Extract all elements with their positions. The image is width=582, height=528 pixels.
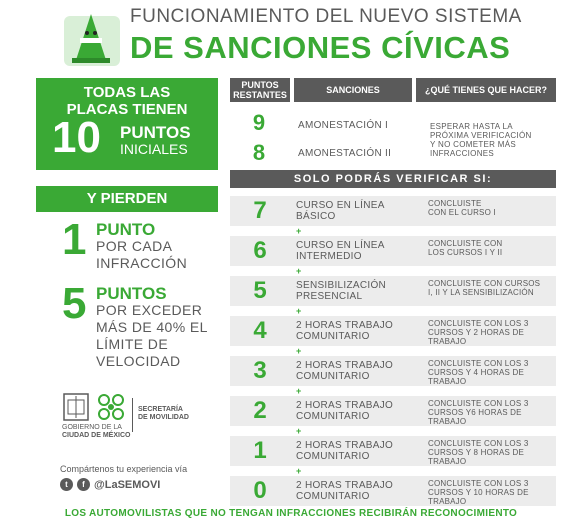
sanction-line: 2 HORAS TRABAJO: [296, 320, 394, 331]
plus-icon: +: [296, 386, 302, 396]
row-todo: [428, 239, 554, 257]
row-points: 5: [253, 277, 267, 304]
solo-verificar-bar: SOLO PODRÁS VERIFICAR SI:: [230, 170, 556, 188]
sanction-line: CURSO EN LÍNEA: [296, 200, 385, 211]
gov-text-line: CIUDAD DE MÉXICO: [62, 432, 131, 439]
row-sanction: [296, 240, 416, 262]
sanction-line: COMUNITARIO: [296, 371, 370, 382]
sanction-line: COMUNITARIO: [296, 451, 370, 462]
todo-line: CONCLUISTE CON LOS 3: [428, 479, 529, 488]
gov-text-line: GOBIERNO DE LA: [62, 424, 122, 431]
sanction-line: 2 HORAS TRABAJO: [296, 360, 394, 371]
todo-line: CONCLUISTE: [428, 199, 482, 208]
table-row: [230, 476, 556, 506]
table-row: [230, 276, 556, 306]
sanction-amonestacion-1: AMONESTACIÓN I: [298, 120, 389, 131]
todo-line: CURSOS Y 4 HORAS DE: [428, 368, 524, 377]
table-row: [230, 436, 556, 466]
todo-line: ESPERAR HASTA LA: [430, 122, 513, 131]
todo-line: TRABAJO: [428, 337, 467, 346]
cdmx-logo-icon: [96, 392, 126, 422]
row-points: 1: [253, 437, 267, 464]
todo-line: TRABAJO: [428, 497, 467, 506]
row-sanction: [296, 360, 416, 382]
title-line2: DE SANCIONES CÍVICAS: [130, 30, 511, 65]
sanction-line: 2 HORAS TRABAJO: [296, 400, 394, 411]
row-points: 7: [253, 197, 267, 224]
sanction-line: INTERMEDIO: [296, 251, 362, 262]
row-todo: [428, 399, 554, 426]
lose-desc-line: INFRACCIÓN: [96, 255, 188, 271]
todo-line: CONCLUISTE CON LOS 3: [428, 319, 529, 328]
row-todo: [428, 439, 554, 466]
table-row: [230, 196, 556, 226]
table-row: [230, 316, 556, 346]
initial-points-sub: INICIALES: [120, 141, 188, 157]
footer-note: LOS AUTOMOVILISTAS QUE NO TENGAN INFRACCIONES RECIBIRÁN RECONOCIMIENTO: [64, 508, 518, 519]
sanction-line: SENSIBILIZACIÓN: [296, 280, 387, 291]
todo-line: CONCLUISTE CON LOS 3: [428, 439, 529, 448]
lose-desc-line: POR EXCEDER: [96, 302, 203, 318]
lose-desc-5: [96, 302, 208, 370]
header-todo: ¿QUÉ TIENES QUE HACER?: [416, 78, 556, 102]
sanction-line: 2 HORAS TRABAJO: [296, 480, 394, 491]
row-todo: [428, 199, 554, 217]
secretaria-text: [138, 406, 189, 422]
header-points: PUNTOS RESTANTES: [230, 78, 290, 102]
lose-number-5: 5: [62, 279, 87, 328]
row-points: 2: [253, 397, 267, 424]
row-sanction: [296, 440, 416, 462]
top-todo: [430, 122, 532, 158]
row-points: 3: [253, 357, 267, 384]
share-text: Compártenos tu experiencia vía: [60, 464, 188, 474]
twitter-icon[interactable]: t: [60, 478, 73, 491]
todo-line: LOS CURSOS I Y II: [428, 248, 503, 257]
table-row: [230, 396, 556, 426]
facebook-icon[interactable]: f: [77, 478, 90, 491]
traffic-cone-mascot-icon: [58, 8, 124, 68]
todo-line: CONCLUISTE CON CURSOS: [428, 279, 541, 288]
row-todo: [428, 479, 554, 506]
todo-line: CONCLUISTE CON LOS 3: [428, 359, 529, 368]
row-points: 0: [253, 477, 267, 504]
divider: [132, 398, 133, 432]
sanction-amonestacion-2: AMONESTACIÓN II: [298, 148, 392, 159]
row-points: 6: [253, 237, 267, 264]
lose-number-1: 1: [62, 215, 87, 264]
social-handles: [60, 478, 160, 491]
todo-line: TRABAJO: [428, 417, 467, 426]
todo-line: PRÓXIMA VERIFICACIÓN: [430, 131, 532, 140]
todo-line: TRABAJO: [428, 457, 467, 466]
plus-icon: +: [296, 346, 302, 356]
secretaria-line: SECRETARÍA: [138, 406, 183, 413]
row-sanction: [296, 400, 416, 422]
header-sanctions: SANCIONES: [294, 78, 412, 102]
points-9: 9: [252, 110, 266, 135]
title-line1: FUNCIONAMIENTO DEL NUEVO SISTEMA: [130, 6, 522, 27]
todo-line: INFRACCIONES: [430, 149, 495, 158]
lose-label: Y PIERDEN: [36, 186, 218, 212]
sanction-line: 2 HORAS TRABAJO: [296, 440, 394, 451]
row-todo: [428, 279, 554, 297]
initial-points-number: 10: [52, 113, 101, 162]
box-line2: PLACAS TIENEN: [66, 101, 188, 118]
row-todo: [428, 319, 554, 346]
todo-line: CONCLUISTE CON: [428, 239, 503, 248]
todo-line: Y NO COMETER MÁS: [430, 140, 516, 149]
sanction-line: PRESENCIAL: [296, 291, 363, 302]
row-sanction: [296, 480, 416, 502]
todo-line: CURSOS Y6 HORAS DE: [428, 408, 522, 417]
row-points: 4: [253, 317, 267, 344]
sanction-line: COMUNITARIO: [296, 411, 370, 422]
todo-line: CON EL CURSO I: [428, 208, 496, 217]
sanction-line: COMUNITARIO: [296, 491, 370, 502]
lose-desc-1: [96, 238, 187, 272]
plus-icon: +: [296, 266, 302, 276]
sanction-line: COMUNITARIO: [296, 331, 370, 342]
table-row: [230, 356, 556, 386]
lose-desc-line: VELOCIDAD: [96, 353, 181, 369]
gov-text: [62, 424, 130, 440]
coat-of-arms-icon: [62, 392, 90, 422]
todo-line: CURSOS Y 2 HORAS DE: [428, 328, 524, 337]
initial-points-box: [36, 78, 218, 170]
lose-label-5: PUNTOS: [96, 284, 167, 303]
secretaria-line: DE MOVILIDAD: [138, 414, 189, 421]
table-row: [230, 236, 556, 266]
plus-icon: +: [296, 226, 302, 236]
row-sanction: [296, 200, 416, 222]
plus-icon: +: [296, 466, 302, 476]
row-sanction: [296, 280, 416, 302]
plus-icon: +: [296, 426, 302, 436]
initial-points-label: PUNTOS: [120, 123, 191, 142]
todo-line: CURSOS Y 10 HORAS DE: [428, 488, 529, 497]
row-todo: [428, 359, 554, 386]
social-handle[interactable]: @LaSEMOVI: [94, 478, 161, 491]
lose-desc-line: POR CADA: [96, 238, 173, 254]
points-8: 8: [252, 140, 266, 165]
plus-icon: +: [296, 306, 302, 316]
sanction-line: BÁSICO: [296, 211, 336, 222]
todo-line: TRABAJO: [428, 377, 467, 386]
row-sanction: [296, 320, 416, 342]
lose-desc-line: MÁS DE 40% EL: [96, 319, 208, 335]
lose-desc-line: LÍMITE DE: [96, 336, 169, 352]
todo-line: I, II Y LA SENSIBILIZACIÓN: [428, 288, 534, 297]
box-line1: TODAS LAS: [83, 84, 171, 101]
todo-line: CONCLUISTE CON LOS 3: [428, 399, 529, 408]
lose-label-1: PUNTO: [96, 220, 156, 239]
sanction-line: CURSO EN LÍNEA: [296, 240, 385, 251]
todo-line: CURSOS Y 8 HORAS DE: [428, 448, 524, 457]
